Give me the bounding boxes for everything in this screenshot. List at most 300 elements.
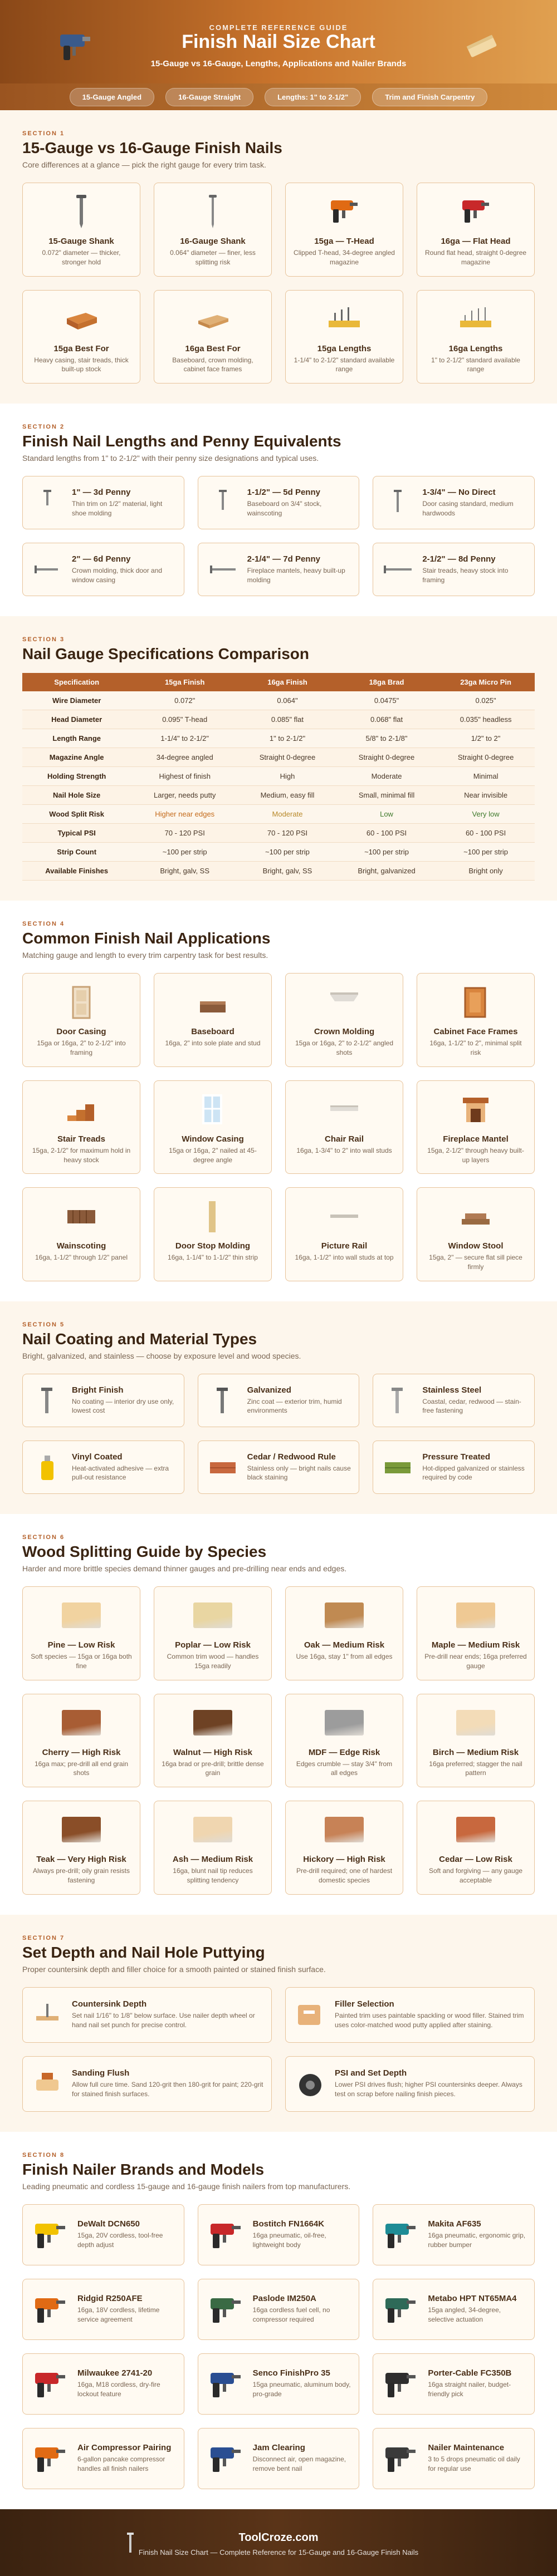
compressor-icon — [294, 2068, 327, 2100]
card-title: 2" — 6d Penny — [72, 554, 131, 564]
application-card — [417, 973, 535, 1067]
table-header: 23ga Micro Pin — [437, 673, 535, 691]
length-card — [22, 476, 184, 529]
card-title: 15ga Best For — [53, 343, 109, 353]
wood-card — [22, 1694, 140, 1788]
card-desc: 16ga, 1-1/2" to 2", minimal split risk — [429, 1039, 522, 1056]
nail-icon — [204, 194, 221, 229]
card-title: Picture Rail — [321, 1241, 368, 1251]
card-title: Pressure Treated — [422, 1452, 491, 1462]
table-cell: High — [238, 767, 336, 786]
card-title: Walnut — High Risk — [173, 1747, 252, 1757]
row-label: Strip Count — [22, 843, 131, 862]
card-title: Ridgid R250AFE — [77, 2294, 143, 2304]
coating-card — [373, 1374, 535, 1427]
card-title: Birch — Medium Risk — [432, 1747, 519, 1757]
card-desc: 15ga, 2-1/2" through heavy built-up layers — [427, 1146, 524, 1164]
row-label: Typical PSI — [22, 824, 131, 843]
card-desc: Clipped T-head, 34-degree angled magazine — [294, 249, 395, 266]
wood-card — [154, 1586, 272, 1680]
wood-swatch-icon — [62, 1710, 101, 1736]
nail-gun-icon — [382, 2293, 419, 2326]
footer-brand[interactable]: ToolCroze.com — [238, 2531, 319, 2544]
crown-molding-icon — [326, 985, 363, 1019]
card-title: Bostitch FN1664K — [252, 2219, 325, 2229]
card-desc: Round flat head, straight 0-degree magazine — [424, 249, 527, 266]
table-cell: Bright, galv, SS — [238, 862, 336, 881]
card-title: 16ga Lengths — [448, 343, 503, 353]
nail-gun-icon — [32, 2442, 69, 2475]
row-label: Length Range — [22, 729, 131, 748]
table-cell: 0.068" flat — [336, 710, 437, 729]
wood-swatch-icon — [193, 1602, 232, 1628]
table-cell: 70 - 120 PSI — [131, 824, 238, 843]
section-set-depth — [0, 1915, 557, 2132]
card-desc: Always pre-drill; oily grain resists fastening — [32, 1867, 130, 1884]
table-cell: 1-1/4" to 2-1/2" — [131, 729, 238, 748]
card-desc: 16ga, 1-3/4" to 2" into wall studs — [296, 1146, 392, 1154]
card-15ga-thead — [285, 183, 403, 277]
section-desc: Leading pneumatic and cordless 15-gauge and 16-gauge finish nailers from top manufacturers. — [22, 2181, 351, 2191]
wood-swatch-icon — [325, 1710, 364, 1736]
section-lengths — [0, 404, 557, 616]
card-title: 2-1/2" — 8d Penny — [422, 554, 496, 564]
card-desc: 16ga, 1-1/2" into wall studs at top — [295, 1253, 394, 1262]
brand-card — [22, 2428, 184, 2489]
table-cell: ~100 per strip — [336, 843, 437, 862]
coating-card — [22, 1374, 184, 1427]
card-desc: 0.064" diameter — finer, less splitting risk — [170, 249, 256, 266]
card-desc: 3 to 5 drops pneumatic oil daily for regular use — [428, 2455, 520, 2473]
table-cell: Higher near edges — [131, 805, 238, 824]
card-desc: Baseboard, crown molding, cabinet face frames — [172, 356, 253, 373]
card-desc: Stair treads, heavy stock into framing — [422, 566, 509, 584]
card-desc: Pre-drill required; one of hardest domestic species — [296, 1867, 393, 1884]
table-cell: Low — [336, 805, 437, 824]
wood-swatch-icon — [456, 1817, 495, 1842]
card-desc: 16ga max; pre-drill all end grain shots — [34, 1759, 129, 1777]
table-cell: 70 - 120 PSI — [238, 824, 336, 843]
card-desc: Coastal, cedar, redwood — stain-free fastening — [422, 1397, 521, 1415]
table-cell: ~100 per strip — [437, 843, 535, 862]
treated-board-icon — [383, 1452, 413, 1482]
card-title: Stainless Steel — [422, 1385, 482, 1395]
card-desc: Edges crumble — stay 3/4" from all edges — [296, 1759, 393, 1777]
card-title: Porter-Cable FC350B — [428, 2368, 512, 2378]
nail-icon — [392, 489, 403, 517]
table-cell: 0.095" T-head — [131, 710, 238, 729]
card-15ga-shank — [22, 183, 140, 277]
nail-gun-icon — [32, 2293, 69, 2326]
table-row — [22, 710, 535, 729]
row-label: Magazine Angle — [22, 748, 131, 767]
wood-swatch-icon — [456, 1602, 495, 1628]
table-cell: 0.0475" — [336, 691, 437, 710]
card-title: Paslode IM250A — [252, 2294, 316, 2304]
brand-card — [373, 2279, 535, 2340]
section-tag: SECTION 7 — [22, 1934, 65, 1941]
row-label: Holding Strength — [22, 767, 131, 786]
card-desc: 15ga or 16ga, 2" to 2-1/2" angled shots — [295, 1039, 393, 1056]
length-card — [373, 543, 535, 596]
card-title: Stair Treads — [57, 1134, 105, 1144]
card-desc: Pre-drill near ends; 16ga preferred gauge — [424, 1652, 527, 1670]
card-title: 16-Gauge Shank — [180, 237, 246, 246]
card-title: Poplar — Low Risk — [175, 1640, 251, 1650]
section-tag: SECTION 1 — [22, 130, 65, 137]
card-15ga-best — [22, 290, 140, 384]
wood-swatch-icon — [62, 1602, 101, 1628]
card-title: Window Stool — [448, 1241, 504, 1251]
wood-card — [22, 1586, 140, 1680]
section-applications — [0, 901, 557, 1301]
nail-gun-icon — [207, 2442, 244, 2475]
card-16ga-lengths — [417, 290, 535, 384]
wood-swatch-icon — [62, 1817, 101, 1842]
card-desc: Use 16ga, stay 1" from all edges — [296, 1652, 393, 1660]
section-tag: SECTION 8 — [22, 2151, 65, 2159]
table-cell: Bright, galvanized — [336, 862, 437, 881]
baseboard-icon — [194, 985, 231, 1019]
card-desc: 6-gallon pancake compressor handles all finish nailers — [77, 2455, 165, 2473]
section-coatings — [0, 1301, 557, 1514]
card-desc: Crown molding, thick door and window casing — [72, 566, 163, 584]
pill-lengths: Lengths: 1" to 2-1/2" — [265, 88, 361, 106]
row-label: Available Finishes — [22, 862, 131, 881]
row-label: Nail Hole Size — [22, 786, 131, 805]
card-title: Teak — Very High Risk — [36, 1855, 126, 1865]
table-row — [22, 843, 535, 862]
depth-card — [22, 1987, 272, 2043]
card-desc: 15ga angled, 34-degree, selective actuation — [428, 2306, 501, 2324]
wood-card — [154, 1801, 272, 1895]
galvanized-nail-icon — [208, 1385, 238, 1415]
coating-card — [198, 1441, 360, 1494]
table-row — [22, 824, 535, 843]
cabinet-icon — [457, 985, 494, 1019]
table-cell: 1/2" to 2" — [437, 729, 535, 748]
page-title: Finish Nail Size Chart — [182, 31, 375, 52]
application-card — [285, 1187, 403, 1281]
card-desc: Common trim wood — handles 15ga readily — [167, 1652, 259, 1670]
card-desc: Stainless only — bright nails cause black staining — [247, 1464, 351, 1482]
card-title: 15ga — T-Head — [314, 237, 374, 246]
section-tag: SECTION 4 — [22, 921, 65, 928]
card-desc: Zinc coat — exterior trim, humid environments — [247, 1397, 342, 1415]
card-desc: 16ga, 18V cordless, lifetime service agreement — [77, 2306, 160, 2324]
table-header: 15ga Finish — [131, 673, 238, 691]
card-title: Baseboard — [191, 1027, 234, 1037]
brand-card — [198, 2279, 360, 2340]
card-desc: Allow full cure time. Sand 120-grit then 180-grit for paint; 220-grit for stained finish surfaces. — [72, 2081, 263, 2098]
brand-card — [198, 2353, 360, 2415]
application-card — [285, 973, 403, 1067]
section-title: Finish Nailer Brands and Models — [22, 2160, 265, 2178]
picture-rail-icon — [326, 1199, 363, 1233]
wood-block-icon — [462, 27, 501, 66]
section-desc: Standard lengths from 1" to 2-1/2" with their penny size designations and typical uses. — [22, 454, 319, 463]
table-row — [22, 862, 535, 881]
card-desc: Baseboard on 3/4" stock, wainscoting — [247, 499, 322, 517]
card-title: MDF — Edge Risk — [308, 1747, 380, 1757]
sanding-block-icon — [31, 2068, 64, 2100]
wood-swatch-icon — [193, 1710, 232, 1736]
table-cell: Highest of finish — [131, 767, 238, 786]
card-desc: Lower PSI drives flush; higher PSI countersinks deeper. Always test on scrap before nailing finish pieces. — [335, 2081, 522, 2098]
door-stop-icon — [194, 1199, 231, 1233]
brand-card — [373, 2428, 535, 2489]
table-cell: Moderate — [238, 805, 336, 824]
card-desc: Soft and forgiving — any gauge acceptable — [428, 1867, 523, 1884]
nail-gun-icon — [207, 2293, 244, 2326]
wood-card — [22, 1801, 140, 1895]
card-desc: Door casing standard, medium hardwoods — [422, 499, 514, 517]
hero-eyebrow: COMPLETE REFERENCE GUIDE — [209, 23, 348, 32]
table-cell: Bright, galv, SS — [131, 862, 238, 881]
length-card — [22, 543, 184, 596]
table-cell: 5/8" to 2-1/8" — [336, 729, 437, 748]
nail-gun-icon — [382, 2367, 419, 2401]
table-cell: 0.072" — [131, 691, 238, 710]
card-title: 16ga — Flat Head — [441, 237, 511, 246]
wood-card — [417, 1694, 535, 1788]
card-title: Crown Molding — [314, 1027, 375, 1037]
table-cell: Larger, needs putty — [131, 786, 238, 805]
card-title: Fireplace Mantel — [443, 1134, 509, 1144]
wood-swatch-icon — [325, 1602, 364, 1628]
card-desc: 16ga pneumatic, ergonomic grip, rubber bumper — [428, 2231, 526, 2249]
card-title: PSI and Set Depth — [335, 2068, 407, 2078]
table-row — [22, 786, 535, 805]
section-wood-species — [0, 1514, 557, 1915]
bright-nail-icon — [32, 1385, 62, 1415]
ruler-icon — [326, 305, 362, 333]
card-desc: 16ga pneumatic, oil-free, lightweight body — [252, 2231, 326, 2249]
table-cell: Small, minimal fill — [336, 786, 437, 805]
card-title: 15-Gauge Shank — [48, 237, 114, 246]
brand-card — [22, 2204, 184, 2265]
window-stool-icon — [457, 1199, 494, 1233]
nail-gun-icon — [207, 2367, 244, 2401]
card-desc: 16ga, blunt nail tip reduces splitting tendency — [173, 1867, 253, 1884]
table-cell: Minimal — [437, 767, 535, 786]
card-title: Makita AF635 — [428, 2219, 481, 2229]
card-title: 16ga Best For — [185, 343, 241, 353]
application-card — [417, 1187, 535, 1281]
card-title: Door Casing — [56, 1027, 106, 1037]
hero-banner — [0, 0, 557, 83]
brand-card — [373, 2353, 535, 2415]
nail-icon — [73, 194, 90, 229]
card-desc: No coating — interior dry use only, lowest cost — [72, 1397, 174, 1415]
card-title: Milwaukee 2741-20 — [77, 2368, 153, 2378]
table-cell: 0.064" — [238, 691, 336, 710]
section-title: Common Finish Nail Applications — [22, 930, 271, 947]
card-desc: 1-1/4" to 2-1/2" standard available range — [294, 356, 395, 373]
table-row — [22, 729, 535, 748]
application-card — [154, 1080, 272, 1174]
nail-icon — [383, 564, 413, 575]
table-cell: 0.035" headless — [437, 710, 535, 729]
length-card — [373, 476, 535, 529]
length-card — [198, 543, 360, 596]
section-brands — [0, 2132, 557, 2509]
card-title: Hickory — High Risk — [303, 1855, 385, 1865]
card-desc: 16ga, M18 cordless, dry-fire lockout feature — [77, 2381, 160, 2398]
table-cell: Near invisible — [437, 786, 535, 805]
table-cell: 60 - 100 PSI — [437, 824, 535, 843]
depth-card — [285, 2056, 535, 2112]
card-title: Nailer Maintenance — [428, 2443, 505, 2453]
pill-trim: Trim and Finish Carpentry — [372, 88, 487, 106]
depth-card — [285, 1987, 535, 2043]
card-desc: 16ga, 1-1/2" through 1/2" panel — [35, 1253, 128, 1262]
card-title: Filler Selection — [335, 1999, 394, 2009]
card-title: Bright Finish — [72, 1385, 124, 1395]
footer-text: Finish Nail Size Chart — Complete Reference for 15-Gauge and 16-Gauge Finish Nails — [138, 2548, 419, 2557]
brand-card — [22, 2279, 184, 2340]
table-row — [22, 691, 535, 710]
card-desc: 16ga cordless fuel cell, no compressor required — [252, 2306, 330, 2324]
nail-icon — [33, 564, 61, 575]
card-desc: 15ga, 2" — secure flat sill piece firmly — [429, 1253, 522, 1271]
coating-card — [198, 1374, 360, 1427]
table-row — [22, 767, 535, 786]
card-title: 1-1/2" — 5d Penny — [247, 487, 320, 497]
card-desc: 16ga, 1-1/4" to 1-1/2" thin strip — [168, 1253, 258, 1262]
card-desc: Disconnect air, open magazine, remove bent nail — [252, 2455, 346, 2473]
section-title: Set Depth and Nail Hole Puttying — [22, 1943, 265, 1961]
wood-card — [285, 1586, 403, 1680]
section-tag: SECTION 2 — [22, 424, 65, 431]
card-16ga-flathead — [417, 183, 535, 277]
application-card — [154, 973, 272, 1067]
card-title: Cedar / Redwood Rule — [247, 1452, 336, 1462]
card-desc: Hot-dipped galvanized or stainless required by code — [422, 1464, 525, 1482]
card-desc: Painted trim uses paintable spackling or wood filler. Stained trim uses color-matched wood putty applied after staining. — [335, 2012, 524, 2029]
nail-gun-icon — [32, 2218, 69, 2251]
application-card — [154, 1187, 272, 1281]
table-cell: 34-degree angled — [131, 748, 238, 767]
hero-subtitle: 15-Gauge vs 16-Gauge, Lengths, Applications and Nailer Brands — [150, 59, 407, 68]
section-desc: Matching gauge and length to every trim carpentry task for best results. — [22, 951, 268, 960]
stainless-nail-icon — [383, 1385, 413, 1415]
wood-swatch-icon — [325, 1817, 364, 1842]
vinyl-bottle-icon — [32, 1452, 62, 1482]
section-desc: Proper countersink depth and filler choice for a smooth painted or stained finish surface. — [22, 1964, 326, 1974]
nail-gun-icon — [382, 2442, 419, 2475]
table-cell: Bright only — [437, 862, 535, 881]
card-desc: 16ga preferred; stagger the nail pattern — [429, 1759, 522, 1777]
cedar-board-icon — [208, 1452, 238, 1482]
section-tag: SECTION 6 — [22, 1533, 65, 1541]
application-card — [22, 1187, 140, 1281]
card-desc: 16ga straight nailer, budget-friendly pick — [428, 2381, 511, 2398]
card-title: Door Stop Molding — [175, 1241, 251, 1251]
wood-swatch-icon — [456, 1710, 495, 1736]
fireplace-icon — [457, 1092, 494, 1127]
section-tag: SECTION 5 — [22, 1321, 65, 1328]
card-desc: Heat-activated adhesive — extra pull-out resistance — [72, 1464, 169, 1482]
table-header: Specification — [22, 673, 131, 691]
card-title: Senco FinishPro 35 — [252, 2368, 330, 2378]
card-title: 1-3/4" — No Direct — [422, 487, 496, 497]
wood-card — [285, 1694, 403, 1788]
card-title: Galvanized — [247, 1385, 291, 1395]
specs-table — [22, 673, 535, 881]
card-16ga-best — [154, 290, 272, 384]
card-title: 15ga Lengths — [317, 343, 372, 353]
card-desc: 16ga, 2" into sole plate and stud — [165, 1039, 261, 1048]
section-title: Nail Gauge Specifications Comparison — [22, 645, 310, 663]
card-desc: 15ga, 2-1/2" for maximum hold in heavy stock — [32, 1146, 131, 1164]
card-16ga-shank — [154, 183, 272, 277]
card-title: Chair Rail — [324, 1134, 364, 1144]
card-title: Metabo HPT NT65MA4 — [428, 2294, 517, 2304]
table-cell: ~100 per strip — [238, 843, 336, 862]
depth-card — [22, 2056, 272, 2112]
row-label: Wood Split Risk — [22, 805, 131, 824]
card-desc: Heavy casing, stair treads, thick built-up stock — [34, 356, 129, 373]
card-desc: 15ga pneumatic, aluminum body, pro-grade — [252, 2381, 351, 2398]
table-row — [22, 805, 535, 824]
table-cell: Very low — [437, 805, 535, 824]
row-label: Head Diameter — [22, 710, 131, 729]
table-cell: 1" to 2-1/2" — [238, 729, 336, 748]
brand-card — [373, 2204, 535, 2265]
table-header: 18ga Brad — [336, 673, 437, 691]
wood-card — [417, 1801, 535, 1895]
table-cell: ~100 per strip — [131, 843, 238, 862]
coating-card — [373, 1441, 535, 1494]
wood-card — [417, 1586, 535, 1680]
card-title: Wainscoting — [56, 1241, 106, 1251]
door-casing-icon — [63, 985, 100, 1019]
wainscot-icon — [63, 1199, 100, 1233]
section-title: Wood Splitting Guide by Species — [22, 1542, 267, 1560]
brand-card — [198, 2204, 360, 2265]
card-desc: Fireplace mantels, heavy built-up molding — [247, 566, 345, 584]
card-desc: 16ga brad or pre-drill; brittle dense grain — [162, 1759, 264, 1777]
stairs-icon — [63, 1092, 100, 1127]
table-cell: Straight 0-degree — [437, 748, 535, 767]
footer — [0, 2509, 557, 2576]
putty-knife-icon — [294, 1999, 327, 2031]
card-title: Oak — Medium Risk — [304, 1640, 385, 1650]
card-title: 1" — 3d Penny — [72, 487, 131, 497]
nail-gun-icon — [32, 2367, 69, 2401]
nail-gun-icon — [382, 2218, 419, 2251]
card-title: Window Casing — [182, 1134, 244, 1144]
section-gauge-compare — [0, 110, 557, 404]
wood-card — [154, 1694, 272, 1788]
table-cell: 60 - 100 PSI — [336, 824, 437, 843]
card-desc: Set nail 1/16" to 1/8" below surface. Use nailer depth wheel or hand nail set punch for precise control. — [72, 2012, 255, 2029]
table-cell: Straight 0-degree — [238, 748, 336, 767]
card-desc: 1" to 2-1/2" standard available range — [431, 356, 520, 373]
wood-stock-icon — [63, 305, 99, 333]
wood-card — [285, 1801, 403, 1895]
card-title: Jam Clearing — [252, 2443, 305, 2453]
card-desc: 15ga, 20V cordless, tool-free depth adjust — [77, 2231, 163, 2249]
section-desc: Bright, galvanized, and stainless — choose by exposure level and wood species. — [22, 1351, 301, 1360]
table-row — [22, 748, 535, 767]
application-card — [22, 973, 140, 1067]
pill-bar — [0, 83, 557, 110]
card-desc: Thin trim on 1/2" material, light shoe molding — [72, 499, 163, 517]
card-title: DeWalt DCN650 — [77, 2219, 140, 2229]
brand-card — [198, 2428, 360, 2489]
